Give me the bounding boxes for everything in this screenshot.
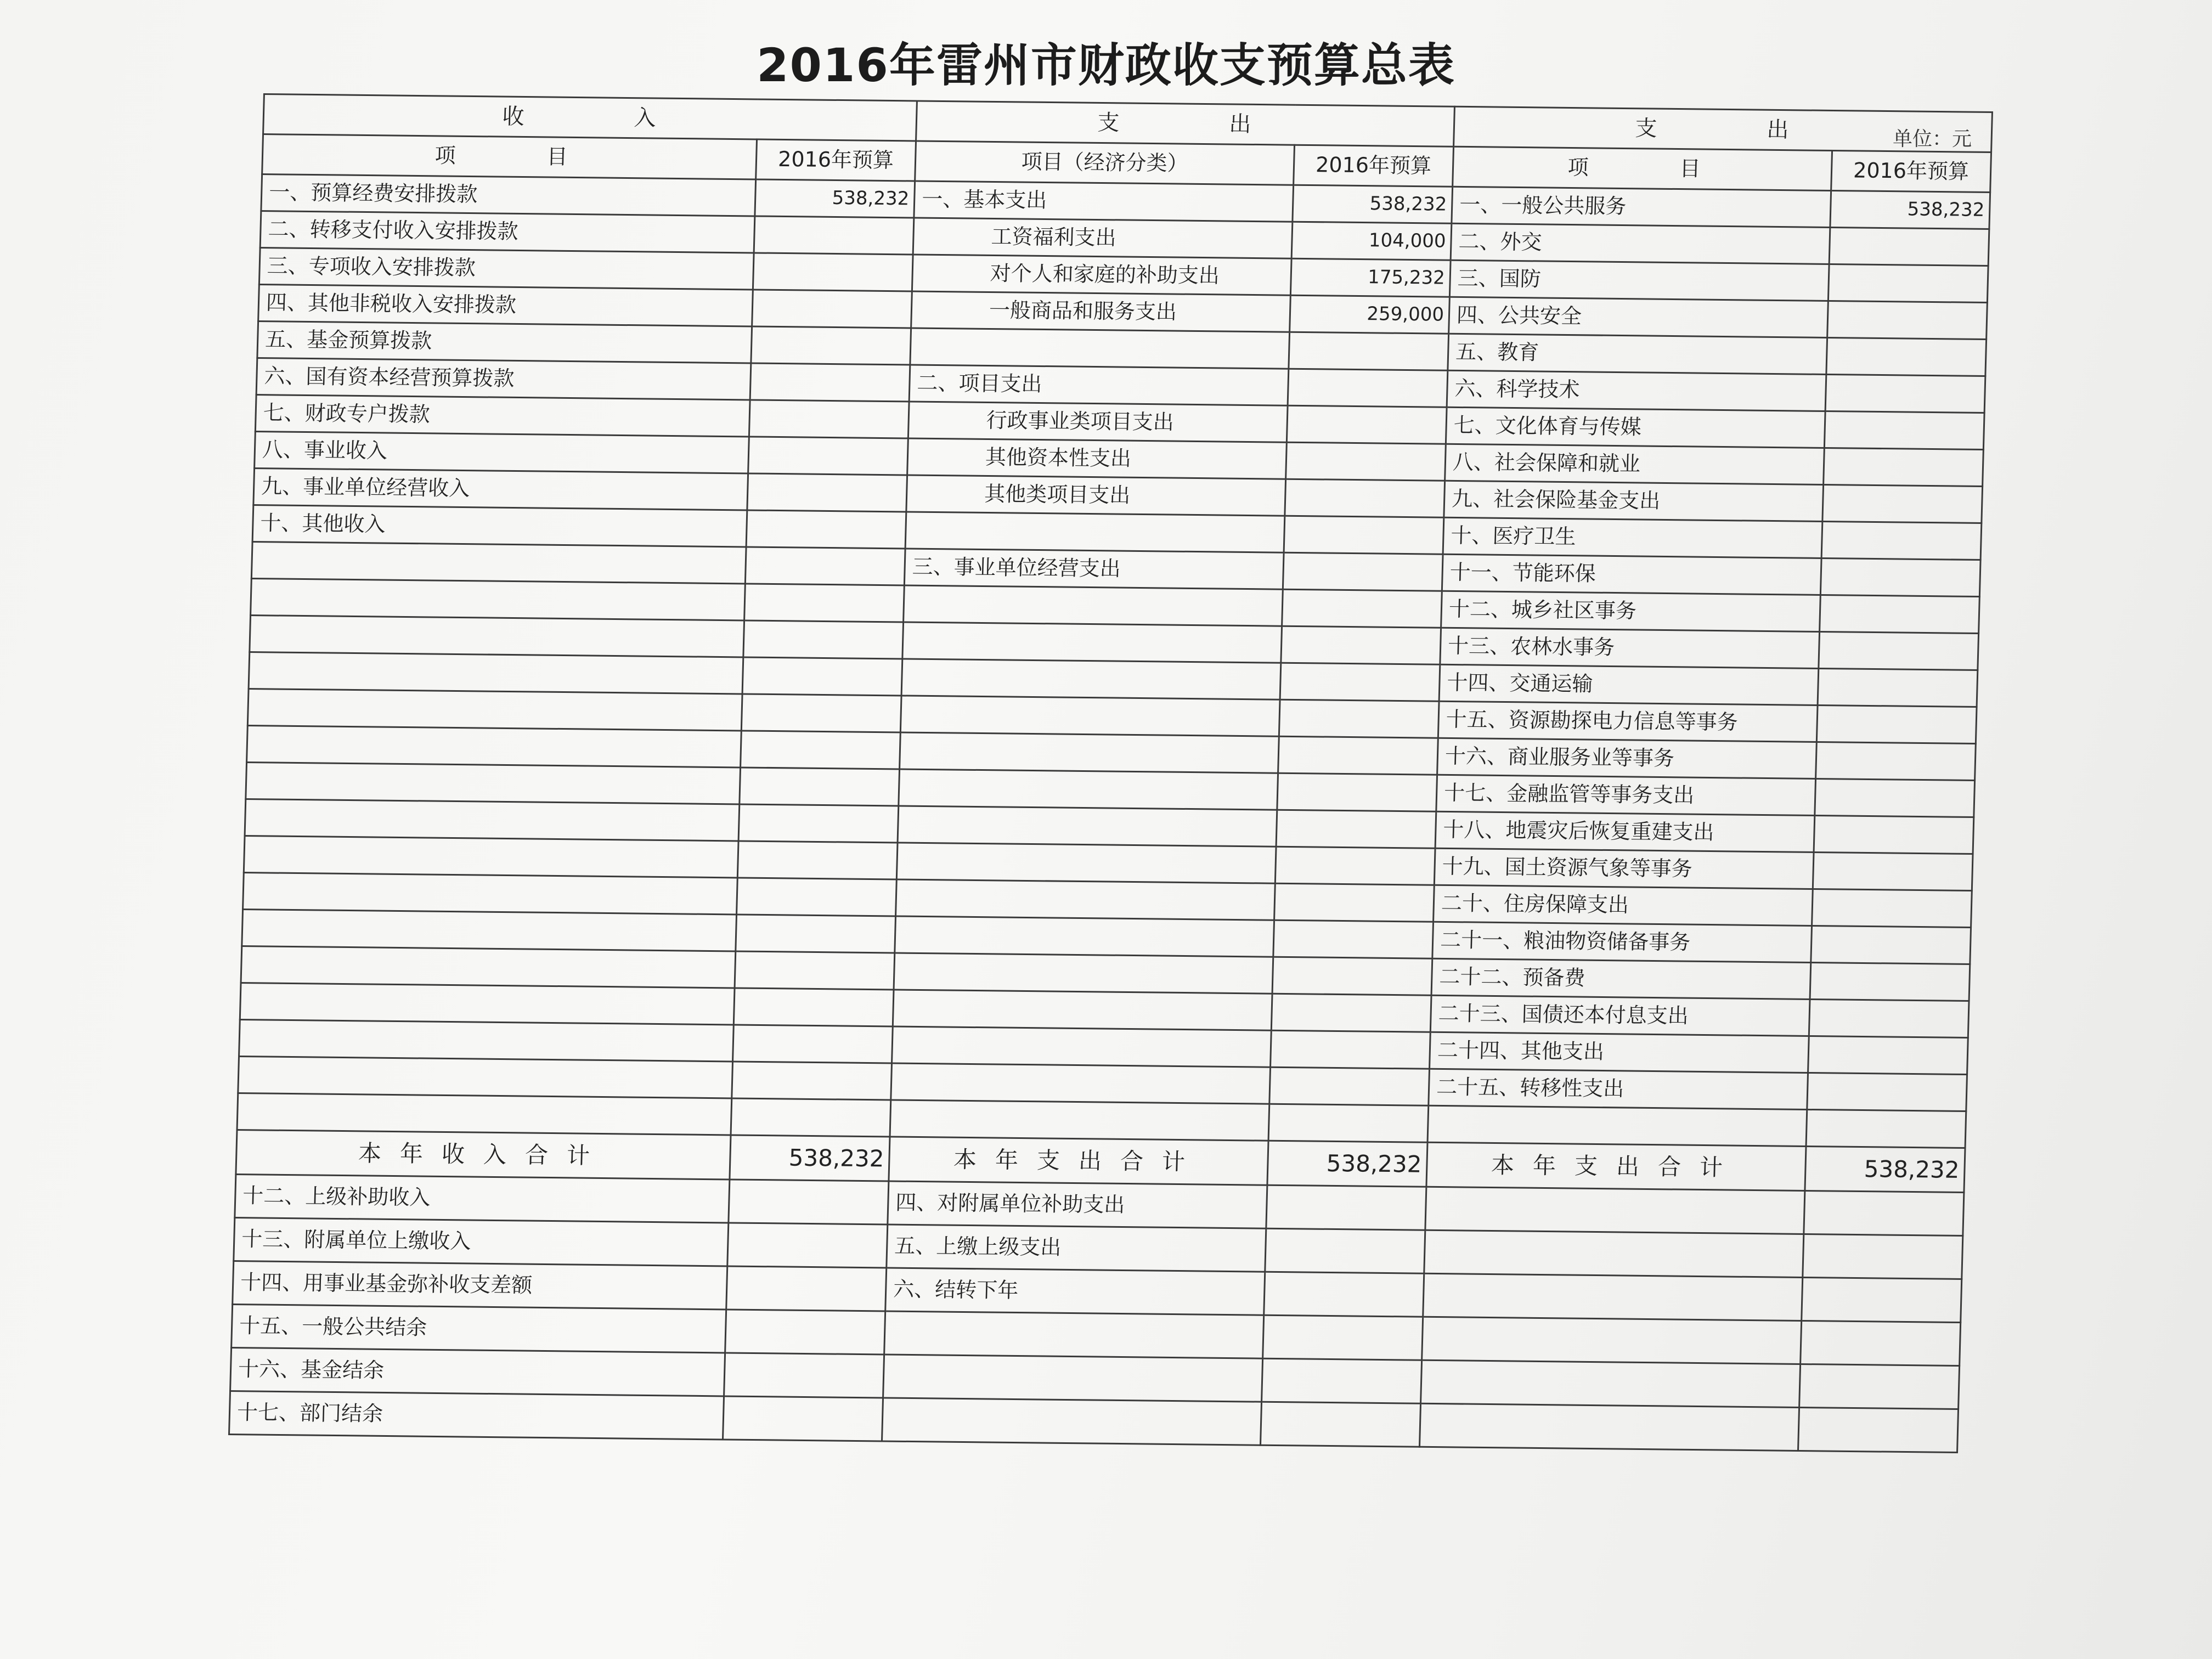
expense-econ-item: 二、项目支出	[909, 365, 1289, 405]
expense-econ-item: 五、上缴上级支出	[887, 1224, 1266, 1272]
expense-func-budget-value	[1806, 1109, 1966, 1148]
expense-econ-budget-value	[1269, 1067, 1430, 1105]
income-item	[247, 726, 742, 768]
expense-econ-item	[890, 1100, 1269, 1141]
expense-econ-budget-value	[1284, 516, 1444, 554]
income-total-label: 本年收入合计	[236, 1130, 731, 1180]
expense-func-budget-value	[1803, 1234, 1963, 1279]
expense-func-budget-value	[1804, 1190, 1964, 1235]
income-item: 六、国有资本经营预算拨款	[256, 358, 751, 400]
expense-econ-item	[892, 1026, 1272, 1067]
expense-func-item: 三、国防	[1449, 260, 1829, 301]
expense-func-item: 十五、资源勘探电力信息等事务	[1438, 701, 1818, 742]
expense-econ-item: 三、事业单位经营支出	[904, 549, 1284, 589]
income-budget-value	[750, 363, 910, 402]
expense-econ-item	[899, 769, 1278, 810]
expense-func-item: 十七、金融监管等事务支出	[1436, 775, 1816, 815]
expense-econ-section-header: 支 出	[916, 101, 1455, 146]
expense-func-budget-value	[1824, 448, 1984, 486]
expense-func-item: 四、公共安全	[1449, 297, 1829, 337]
income-budget-value	[744, 584, 905, 622]
expense-econ-total-value: 538,232	[1267, 1141, 1427, 1187]
income-budget-value	[745, 547, 905, 585]
expense-econ-item	[901, 659, 1281, 699]
expense-func-budget-value	[1798, 1407, 1958, 1452]
income-budget-value	[729, 1180, 889, 1224]
expense-econ-item: 对个人和家庭的补助支出	[912, 255, 1291, 295]
expense-func-budget-value	[1819, 631, 1979, 670]
expense-func-item: 五、教育	[1448, 334, 1827, 374]
income-budget-value	[741, 731, 901, 769]
expense-func-budget-value	[1815, 778, 1975, 817]
income-budget-value	[731, 1098, 891, 1137]
income-item: 十五、一般公共结余	[232, 1305, 726, 1353]
expense-func-budget-value	[1812, 889, 1972, 927]
expense-func-item	[1423, 1273, 1803, 1321]
income-item: 九、事业单位经营收入	[253, 469, 748, 510]
expense-econ-budget-value	[1279, 699, 1439, 738]
expense-func-budget-value	[1799, 1364, 1960, 1409]
expense-func-item: 十六、商业服务业等事务	[1437, 738, 1817, 778]
expense-econ-budget-value	[1289, 332, 1449, 370]
expense-func-budget-value	[1825, 374, 1985, 413]
expense-econ-item-header: 项目（经济分类）	[915, 141, 1295, 185]
expense-func-budget-value	[1811, 926, 1971, 964]
expense-econ-total-label: 本年支出合计	[889, 1137, 1268, 1185]
income-budget-value	[752, 290, 912, 328]
expense-econ-budget-value: 538,232	[1293, 185, 1453, 223]
income-item	[246, 763, 741, 804]
expense-func-item: 二十三、国债还本付息支出	[1430, 995, 1810, 1036]
income-item-header: 项 目	[262, 134, 757, 179]
income-item: 七、财政专户拨款	[255, 395, 750, 437]
expense-econ-budget-value	[1262, 1358, 1422, 1403]
expense-func-item	[1427, 1105, 1807, 1146]
unit-label: 单位：元	[1893, 128, 1972, 150]
income-item: 三、专项收入安排拨款	[259, 248, 754, 290]
expense-econ-budget-value	[1266, 1185, 1426, 1230]
income-item: 四、其他非税收入安排拨款	[258, 285, 753, 326]
expense-func-item: 二、外交	[1451, 223, 1830, 264]
expense-func-budget-value	[1829, 227, 1989, 266]
expense-func-budget-value	[1810, 962, 1970, 1001]
income-budget-value	[740, 768, 900, 806]
expense-econ-item: 其他类项目支出	[906, 475, 1286, 516]
income-total-value: 538,232	[730, 1135, 890, 1181]
income-budget-value	[747, 473, 907, 512]
income-budget-value	[741, 694, 901, 732]
expense-econ-budget-value	[1278, 736, 1438, 775]
expense-func-budget-value	[1813, 852, 1973, 890]
expense-func-item: 八、社会保障和就业	[1445, 444, 1825, 484]
expense-econ-item	[884, 1311, 1264, 1358]
expense-econ-item	[893, 990, 1272, 1030]
income-item: 十三、附属单位上缴收入	[234, 1218, 729, 1266]
expense-func-budget-header: 2016年预算	[1831, 150, 1991, 192]
expense-func-item: 十二、城乡社区事务	[1441, 591, 1821, 631]
income-item: 十二、上级补助收入	[235, 1175, 730, 1223]
income-budget-value	[751, 326, 911, 365]
expense-func-budget-value	[1816, 705, 1977, 743]
income-item	[250, 616, 744, 657]
expense-econ-item	[894, 953, 1273, 994]
income-item	[239, 1020, 734, 1062]
expense-econ-item	[905, 512, 1285, 552]
expense-econ-budget-value: 259,000	[1290, 295, 1450, 334]
income-item: 一、预算经费安排拨款	[261, 174, 756, 216]
income-budget-value	[738, 804, 899, 843]
income-budget-value	[724, 1353, 884, 1398]
budget-table	[228, 93, 1993, 1453]
income-budget-value	[748, 437, 909, 475]
expense-func-budget-value	[1826, 337, 1987, 376]
expense-econ-budget-value	[1268, 1104, 1429, 1142]
expense-econ-item	[896, 879, 1276, 920]
income-item	[238, 1057, 733, 1098]
income-item	[243, 873, 738, 915]
income-budget-value	[749, 400, 909, 438]
expense-econ-item: 六、结转下年	[885, 1268, 1265, 1315]
expense-econ-budget-value	[1277, 773, 1437, 811]
expense-func-budget-value	[1801, 1321, 1961, 1365]
expense-econ-budget-value	[1263, 1315, 1423, 1360]
expense-func-item: 十四、交通运输	[1439, 664, 1819, 705]
expense-func-item: 十一、节能环保	[1442, 554, 1821, 595]
expense-econ-item	[895, 916, 1274, 957]
expense-econ-budget-value	[1276, 810, 1436, 848]
page-title: 2016年雷州市财政收支预算总表	[757, 38, 1455, 92]
expense-func-budget-value	[1814, 815, 1974, 854]
expense-econ-item: 四、对附属单位补助支出	[888, 1181, 1267, 1228]
income-item	[251, 579, 746, 620]
income-item	[247, 689, 742, 731]
expense-econ-item	[898, 806, 1277, 847]
expense-func-item: 十九、国土资源气象等事务	[1434, 848, 1814, 889]
expense-func-total-value: 538,232	[1805, 1146, 1965, 1192]
income-item	[244, 836, 738, 878]
income-budget-value	[737, 878, 897, 916]
expense-func-budget-value	[1820, 558, 1980, 596]
expense-func-item	[1425, 1187, 1805, 1234]
expense-econ-budget-value	[1286, 405, 1447, 444]
expense-func-total-label: 本年支出合计	[1426, 1142, 1806, 1190]
income-budget-header: 2016年预算	[756, 139, 916, 181]
income-budget-value	[735, 951, 895, 990]
income-item	[249, 652, 743, 694]
expense-econ-budget-value	[1272, 957, 1432, 995]
income-item: 八、事业收入	[255, 432, 749, 473]
expense-econ-item	[882, 1398, 1261, 1445]
expense-econ-budget-value	[1286, 442, 1446, 481]
expense-econ-budget-value	[1288, 369, 1448, 407]
expense-econ-item	[896, 843, 1276, 883]
expense-func-budget-value: 538,232	[1830, 190, 1990, 229]
expense-func-item: 十八、地震灾后恢复重建支出	[1435, 811, 1815, 852]
expense-func-item: 六、科学技术	[1447, 370, 1826, 411]
income-item	[237, 1093, 732, 1135]
income-budget-value	[746, 510, 906, 549]
expense-func-budget-value	[1827, 301, 1988, 339]
expense-func-budget-value	[1824, 411, 1984, 449]
expense-func-item	[1421, 1360, 1801, 1407]
income-budget-value	[753, 253, 913, 291]
expense-func-budget-value	[1807, 1073, 1967, 1111]
income-item	[242, 910, 737, 951]
income-budget-value	[725, 1310, 885, 1355]
expense-econ-item	[891, 1063, 1271, 1104]
income-item	[245, 799, 740, 841]
income-item: 五、基金预算拨款	[257, 321, 752, 363]
expense-econ-item	[904, 585, 1283, 626]
expense-econ-item: 工资福利支出	[913, 218, 1293, 258]
expense-func-item: 七、文化体育与传媒	[1446, 407, 1825, 448]
income-item: 十、其他收入	[252, 505, 747, 547]
expense-func-item: 十三、农林水事务	[1440, 628, 1820, 668]
expense-func-item: 九、社会保险基金支出	[1444, 481, 1824, 521]
income-budget-value	[733, 1025, 893, 1063]
expense-econ-item: 行政事业类项目支出	[908, 402, 1288, 442]
expense-econ-budget-value	[1271, 994, 1431, 1032]
income-budget-value	[727, 1223, 888, 1268]
expense-econ-budget-header: 2016年预算	[1294, 145, 1454, 187]
expense-econ-budget-value	[1271, 1030, 1431, 1069]
expense-econ-budget-value	[1264, 1272, 1424, 1317]
expense-econ-item: 一、基本支出	[914, 181, 1294, 222]
expense-econ-item	[902, 622, 1282, 663]
expense-func-section-header: 支 出	[1454, 106, 1993, 152]
expense-func-item: 二十一、粮油物资储备事务	[1432, 922, 1812, 962]
expense-econ-budget-value	[1265, 1228, 1425, 1273]
income-item: 十六、基金结余	[230, 1348, 725, 1396]
expense-func-budget-value	[1828, 264, 1988, 302]
expense-econ-item	[883, 1355, 1263, 1402]
expense-econ-budget-value: 104,000	[1291, 222, 1452, 260]
expense-func-budget-value	[1816, 742, 1976, 780]
expense-func-item: 二十五、转移性支出	[1429, 1069, 1808, 1109]
expense-econ-item	[900, 696, 1280, 736]
expense-func-budget-value	[1818, 668, 1978, 707]
income-budget-value	[742, 657, 902, 696]
expense-func-item	[1424, 1230, 1804, 1277]
income-section-header: 收 入	[263, 94, 917, 141]
expense-econ-item: 一般商品和服务支出	[911, 291, 1291, 332]
expense-econ-budget-value	[1280, 663, 1440, 701]
expense-econ-budget-value	[1283, 552, 1443, 591]
expense-func-item	[1422, 1317, 1802, 1364]
income-item: 二、转移支付收入安排拨款	[260, 211, 755, 253]
expense-econ-budget-value	[1260, 1402, 1420, 1447]
expense-func-item: 二十四、其他支出	[1430, 1032, 1809, 1073]
income-item	[251, 542, 746, 584]
income-item	[240, 983, 735, 1025]
expense-econ-budget-value	[1285, 479, 1445, 517]
expense-func-item: 十、医疗卫生	[1443, 517, 1822, 558]
expense-econ-budget-value	[1275, 847, 1435, 885]
expense-econ-budget-value	[1282, 589, 1442, 628]
expense-func-budget-value	[1820, 595, 1980, 633]
expense-econ-budget-value: 175,232	[1290, 258, 1451, 297]
expense-econ-item	[900, 732, 1279, 773]
expense-func-item	[1419, 1403, 1799, 1451]
expense-econ-item	[910, 328, 1290, 369]
expense-func-item: 二十、住房保障支出	[1434, 885, 1813, 926]
expense-econ-budget-value	[1274, 883, 1435, 922]
expense-econ-item: 其他资本性支出	[907, 438, 1287, 479]
expense-econ-budget-value	[1273, 920, 1434, 958]
income-budget-value	[737, 841, 898, 879]
income-item: 十四、用事业基金弥补收支差额	[233, 1261, 727, 1310]
expense-func-budget-value	[1808, 1036, 1968, 1074]
income-budget-value	[732, 1062, 892, 1100]
income-budget-value	[733, 988, 894, 1026]
expense-func-item-header: 项 目	[1453, 146, 1832, 190]
expense-func-budget-value	[1802, 1277, 1962, 1322]
expense-func-budget-value	[1809, 999, 1969, 1037]
income-item: 十七、部门结余	[229, 1391, 724, 1440]
income-budget-value: 538,232	[755, 179, 915, 218]
income-budget-value	[736, 915, 896, 953]
expense-econ-budget-value	[1281, 626, 1441, 664]
income-budget-value	[723, 1396, 883, 1441]
expense-func-item: 一、一般公共服务	[1452, 187, 1831, 227]
expense-func-budget-value	[1822, 484, 1983, 523]
income-budget-value	[754, 216, 914, 255]
expense-func-budget-value	[1821, 521, 1982, 560]
income-budget-value	[726, 1266, 887, 1311]
income-item	[241, 946, 736, 988]
income-budget-value	[743, 620, 904, 659]
expense-func-item: 二十二、预备费	[1431, 958, 1811, 999]
